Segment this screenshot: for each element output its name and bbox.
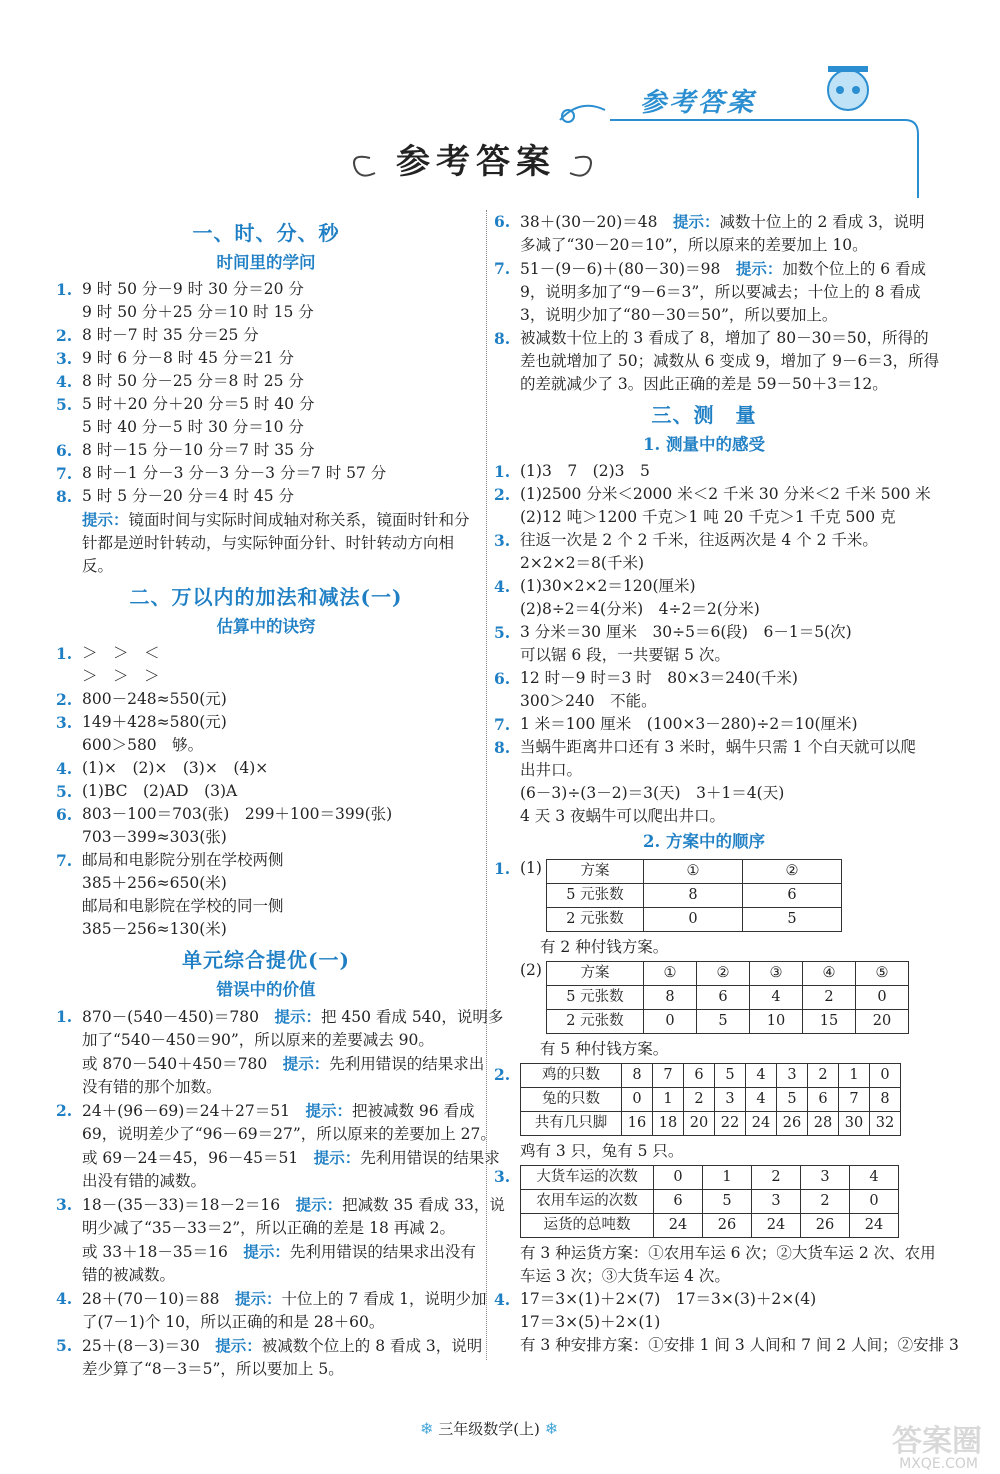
item-number: 2. bbox=[494, 1065, 511, 1084]
subsection-title: 估算中的诀窍 bbox=[216, 617, 316, 636]
table-cell: ① bbox=[643, 860, 742, 884]
list-item bbox=[56, 849, 476, 941]
table-cell: 28 bbox=[808, 1112, 839, 1136]
item-number: 2. bbox=[56, 690, 73, 709]
item-number: 1. bbox=[56, 280, 73, 299]
table-cell: 20 bbox=[855, 1010, 908, 1034]
item-number: 2. bbox=[56, 326, 73, 345]
list-item bbox=[56, 324, 476, 347]
chicken-rabbit-table bbox=[520, 1063, 901, 1136]
item-line: 当蜗牛距离井口还有 3 米时，蜗牛只需 1 个白天就可以爬 bbox=[520, 738, 916, 756]
item-line: 差也就增加了 50；减数从 6 变成 9，增加了 9－6＝3，所得 bbox=[520, 352, 940, 370]
tip-text: 把 450 看成 540，说明多 bbox=[320, 1008, 504, 1026]
equation: 28＋(70－10)＝88 bbox=[82, 1290, 235, 1308]
table-cell: 1 bbox=[703, 1166, 752, 1190]
table-note: 有 2 种付钱方案。 bbox=[540, 938, 669, 956]
answer-list bbox=[56, 642, 476, 941]
right-column bbox=[494, 210, 959, 1357]
table-cell: 24 bbox=[850, 1214, 899, 1238]
list-item bbox=[494, 621, 914, 667]
item-line bbox=[82, 1193, 505, 1217]
table-row bbox=[521, 1190, 899, 1214]
item-line: ＞ ＞ ＞ bbox=[82, 667, 160, 685]
item-line bbox=[82, 1052, 485, 1076]
equation: 51－(9－6)＋(80－30)＝98 bbox=[520, 260, 736, 278]
list-item bbox=[56, 688, 476, 711]
item-number: 5. bbox=[56, 782, 73, 801]
tip-text: 镜面时间与实际时间成轴对称关系，镜面时针和分针都是逆时针转动，与实际钟面分针、时针转动方向相反。 bbox=[82, 511, 470, 575]
item-number: 4. bbox=[494, 577, 511, 596]
equation: 或 870－540＋450＝780 bbox=[82, 1055, 283, 1073]
tip-text: 先利用错误的结果求出 bbox=[329, 1055, 485, 1073]
item-line: 可以锯 6 段，一共要锯 5 次。 bbox=[520, 646, 730, 664]
list-item bbox=[494, 1165, 936, 1288]
list-item bbox=[494, 327, 940, 396]
table-cell: 6 bbox=[684, 1064, 715, 1088]
item-line: 3，说明少加了“80－30＝50”，所以要加上。 bbox=[520, 306, 838, 324]
list-item bbox=[56, 1334, 483, 1381]
list-item bbox=[56, 485, 476, 508]
table-cell: 5 bbox=[777, 1088, 808, 1112]
tip-text: 加数个位上的 6 看成 bbox=[782, 260, 927, 278]
item-line: 明少减了“35－33＝2”，所以正确的差是 18 再减 2。 bbox=[82, 1219, 456, 1237]
tip-label: 提示： bbox=[673, 212, 720, 231]
subsection-title: 1. 测量中的感受 bbox=[643, 435, 765, 454]
table-cell: 0 bbox=[643, 908, 742, 932]
item-line: 往返一次是 2 个 2 千米，往返两次是 4 个 2 千米。 bbox=[520, 531, 878, 549]
section-title: 一、时、分、秒 bbox=[192, 221, 340, 245]
item-number: 3. bbox=[56, 1195, 73, 1214]
table-cell: 24 bbox=[752, 1214, 801, 1238]
tip-text: 减数十位上的 2 看成 3，说明 bbox=[719, 213, 925, 231]
table-cell: 26 bbox=[703, 1214, 752, 1238]
item-line: 出没有错的减数。 bbox=[82, 1172, 207, 1190]
table-cell: 2 元张数 bbox=[546, 1010, 643, 1034]
item-line: 8 时 50 分－25 分＝8 时 25 分 bbox=[82, 372, 304, 390]
table-cell: ② bbox=[696, 962, 749, 986]
subsection-title: 2. 方案中的顺序 bbox=[643, 832, 765, 851]
item-line: 9 时 6 分－8 时 45 分＝21 分 bbox=[82, 349, 295, 367]
table-cell: 24 bbox=[654, 1214, 703, 1238]
table-cell: 5 bbox=[703, 1190, 752, 1214]
table-cell: 方案 bbox=[546, 962, 643, 986]
subsection-title: 时间里的学问 bbox=[216, 253, 316, 272]
list-item bbox=[494, 460, 914, 483]
equation: 或 33＋18－35＝16 bbox=[82, 1243, 244, 1261]
tip-label: 提示： bbox=[235, 1289, 282, 1308]
table-cell: 4 bbox=[850, 1166, 899, 1190]
tip-label: 提示： bbox=[243, 1242, 290, 1261]
table-note bbox=[520, 1242, 936, 1288]
item-number: 1. bbox=[56, 1007, 73, 1026]
item-line: 了(7－1)个 10，所以正确的和是 28＋60。 bbox=[82, 1313, 385, 1331]
header-badge: 参考答案 bbox=[640, 88, 757, 118]
list-item bbox=[494, 857, 914, 1061]
tip-text: 十位上的 7 看成 1，说明少加 bbox=[281, 1290, 487, 1308]
item-line: 800－248≈550(元) bbox=[82, 690, 227, 708]
item-line: 385＋256≈650(米) bbox=[82, 874, 227, 892]
table-cell: 5 bbox=[696, 1010, 749, 1034]
item-line: 17＝3×(1)＋2×(7) 17＝3×(3)＋2×(4) bbox=[520, 1290, 817, 1308]
table-cell: 10 bbox=[749, 1010, 802, 1034]
list-item bbox=[494, 210, 925, 257]
answer-list bbox=[494, 210, 940, 396]
table-cell: 1 bbox=[839, 1064, 870, 1088]
equation: 18－(35－33)＝18－2＝16 bbox=[82, 1196, 296, 1214]
list-item bbox=[56, 347, 476, 370]
item-lines bbox=[520, 1288, 959, 1357]
equation: 870－(540－450)＝780 bbox=[82, 1008, 275, 1026]
item-number: 6. bbox=[494, 212, 511, 231]
table-cell: 26 bbox=[777, 1112, 808, 1136]
list-item bbox=[56, 803, 476, 849]
answer-list bbox=[56, 278, 476, 508]
page-title: 参考答案 bbox=[396, 142, 556, 182]
table-cell: 农用车运的次数 bbox=[521, 1190, 654, 1214]
item-number: 8. bbox=[56, 487, 73, 506]
table-cell: 8 bbox=[622, 1064, 653, 1088]
list-item bbox=[494, 736, 914, 828]
tip-text: 把减数 35 看成 33，说 bbox=[342, 1196, 505, 1214]
table-cell: 3 bbox=[777, 1064, 808, 1088]
section-title: 二、万以内的加法和减法(一) bbox=[129, 585, 403, 609]
item-line: 差少算了“8－3＝5”，所以要加上 5。 bbox=[82, 1360, 344, 1378]
item-line: 出井口。 bbox=[520, 761, 583, 779]
item-number: 7. bbox=[56, 464, 73, 483]
table-cell: 8 bbox=[870, 1088, 901, 1112]
table-row bbox=[521, 1166, 899, 1190]
table-cell: 0 bbox=[622, 1088, 653, 1112]
table-cell: 鸡的只数 bbox=[521, 1064, 622, 1088]
item-line: (1)× (2)× (3)× (4)× bbox=[82, 759, 269, 777]
table-cell: 18 bbox=[653, 1112, 684, 1136]
table-cell: 4 bbox=[746, 1064, 777, 1088]
tip-label: 提示： bbox=[82, 510, 129, 529]
equation: 24＋(96－69)＝24＋27＝51 bbox=[82, 1102, 306, 1120]
item-line: 9，说明多加了“9－6＝3”，所以要减去；十位上的 8 看成 bbox=[520, 283, 921, 301]
table-cell: 3 bbox=[752, 1190, 801, 1214]
item-number: 7. bbox=[494, 715, 511, 734]
tip-label: 提示： bbox=[274, 1007, 321, 1026]
item-line: 没有错的那个加数。 bbox=[82, 1078, 222, 1096]
item-number: 5. bbox=[494, 623, 511, 642]
table-cell: 0 bbox=[643, 1010, 696, 1034]
table-cell: 5 bbox=[742, 908, 841, 932]
table-row bbox=[521, 1064, 901, 1088]
table-cell: ② bbox=[742, 860, 841, 884]
tip-text: 先利用错误的结果求出没有 bbox=[289, 1243, 476, 1261]
table-cell: ④ bbox=[802, 962, 855, 986]
item-line: 5 时＋20 分＋20 分＝5 时 40 分 bbox=[82, 395, 315, 413]
tip-label: 提示： bbox=[305, 1101, 352, 1120]
table-cell: 16 bbox=[622, 1112, 653, 1136]
table-cell: 8 bbox=[643, 884, 742, 908]
item-line: (6－3)÷(3－2)＝3(天) 3＋1＝4(天) bbox=[520, 784, 785, 802]
list-item bbox=[56, 1099, 500, 1193]
tip-text: 把被减数 96 看成 bbox=[351, 1102, 475, 1120]
subsection-title: 错误中的价值 bbox=[216, 980, 316, 999]
truck-table bbox=[520, 1165, 899, 1238]
table-cell: ③ bbox=[749, 962, 802, 986]
table-note: 鸡有 3 只，兔有 5 只。 bbox=[520, 1142, 684, 1160]
snowflake-icon: ❄ bbox=[420, 1419, 434, 1438]
item-line: 有 3 种安排方案：①安排 1 间 3 人间和 7 间 2 人间；②安排 3 bbox=[520, 1336, 959, 1354]
list-item bbox=[494, 713, 914, 736]
item-line bbox=[82, 1334, 483, 1358]
table-row bbox=[546, 962, 908, 986]
item-line: 12 时－9 时＝3 时 80×3＝240(千米) bbox=[520, 669, 798, 687]
table-cell: 0 bbox=[855, 986, 908, 1010]
table-cell: 5 元张数 bbox=[546, 986, 643, 1010]
table-cell: 6 bbox=[696, 986, 749, 1010]
table-cell: 2 bbox=[808, 1064, 839, 1088]
table-row bbox=[546, 908, 841, 932]
table-cell: 2 bbox=[802, 986, 855, 1010]
list-item bbox=[56, 462, 476, 485]
item-line: 8 时－7 时 35 分＝25 分 bbox=[82, 326, 259, 344]
list-item bbox=[56, 1005, 504, 1099]
list-item bbox=[56, 393, 476, 439]
table-cell: 2 元张数 bbox=[546, 908, 643, 932]
item-line: 的差就减少了 3。因此正确的差是 59－50＋3＝12。 bbox=[520, 375, 888, 393]
item-number: 2. bbox=[494, 485, 511, 504]
table-cell: 0 bbox=[654, 1166, 703, 1190]
table-cell: 0 bbox=[870, 1064, 901, 1088]
item-line: (1)BC (2)AD (3)A bbox=[82, 782, 238, 800]
item-line: (1)3 7 (2)3 5 bbox=[520, 462, 650, 480]
list-item bbox=[494, 529, 914, 575]
sub-label: (1) bbox=[520, 859, 542, 877]
item-line: ＞ ＞ ＜ bbox=[82, 644, 160, 662]
item-line: 2×2×2＝8(千米) bbox=[520, 554, 645, 572]
table-row bbox=[521, 1214, 899, 1238]
item-line bbox=[82, 1287, 487, 1311]
list-item bbox=[494, 1063, 914, 1163]
snowflake-icon: ❄ bbox=[544, 1419, 559, 1438]
item-number: 3. bbox=[56, 713, 73, 732]
table-cell: 6 bbox=[742, 884, 841, 908]
item-line: 600＞580 够。 bbox=[82, 736, 204, 754]
watermark-logo: 答案圈 bbox=[892, 1424, 982, 1459]
item-line: 邮局和电影院在学校的同一侧 bbox=[82, 897, 284, 915]
item-number: 2. bbox=[56, 1101, 73, 1120]
item-line: 69，说明差少了“96－69＝27”，所以原来的差要加上 27。 bbox=[82, 1125, 496, 1143]
item-line: 3 分米＝30 厘米 30÷5＝6(段) 6－1＝5(次) bbox=[520, 623, 852, 641]
equation: 38＋(30－20)＝48 bbox=[520, 213, 673, 231]
table-cell: 20 bbox=[684, 1112, 715, 1136]
list-item bbox=[56, 1287, 487, 1334]
item-line: 邮局和电影院分别在学校两侧 bbox=[82, 851, 284, 869]
tip-label: 提示： bbox=[282, 1054, 330, 1073]
table-cell: 2 bbox=[684, 1088, 715, 1112]
item-number: 7. bbox=[56, 851, 73, 870]
table-cell: 3 bbox=[801, 1166, 850, 1190]
item-number: 6. bbox=[56, 805, 73, 824]
item-number: 6. bbox=[56, 441, 73, 460]
item-number: 6. bbox=[494, 669, 511, 688]
table-cell: 6 bbox=[808, 1088, 839, 1112]
item-line: 385－256≈130(米) bbox=[82, 920, 227, 938]
item-line bbox=[520, 327, 929, 350]
list-item bbox=[494, 1288, 959, 1357]
item-line: 8 时－1 分－3 分－3 分－3 分＝7 时 57 分 bbox=[82, 464, 387, 482]
table-cell: 5 bbox=[715, 1064, 746, 1088]
item-line: (1)30×2×2＝120(厘米) bbox=[520, 577, 696, 595]
list-item bbox=[56, 1193, 505, 1287]
item-number: 1. bbox=[494, 859, 511, 878]
watermark-url: MXQE.COM bbox=[899, 1456, 978, 1472]
item-number: 1. bbox=[56, 644, 73, 663]
tip-text: 被减数个位上的 8 看成 3，说明 bbox=[261, 1337, 483, 1355]
table-cell: 0 bbox=[850, 1190, 899, 1214]
item-line bbox=[82, 1146, 500, 1170]
list-item bbox=[494, 667, 914, 713]
table-row bbox=[546, 1010, 908, 1034]
item-line: 1 米＝100 厘米 (100×3－280)÷2＝10(厘米) bbox=[520, 715, 858, 733]
table-note: 有 5 种付钱方案。 bbox=[540, 1040, 669, 1058]
table-cell: 2 bbox=[801, 1190, 850, 1214]
answer-list bbox=[494, 460, 931, 828]
list-item bbox=[494, 483, 931, 529]
list-item bbox=[494, 575, 914, 621]
item-line: 149＋428≈580(元) bbox=[82, 713, 227, 731]
item-line bbox=[82, 1005, 504, 1029]
table-cell: 15 bbox=[802, 1010, 855, 1034]
item-line: 多减了“30－20＝10”，所以原来的差要加上 10。 bbox=[520, 236, 868, 254]
item-line bbox=[520, 257, 927, 281]
item-line bbox=[520, 210, 925, 234]
list-item bbox=[56, 370, 476, 393]
item-line bbox=[82, 1099, 476, 1123]
table-cell: 1 bbox=[653, 1088, 684, 1112]
answer-list bbox=[56, 1005, 505, 1381]
table-row bbox=[521, 1088, 901, 1112]
item-number: 5. bbox=[56, 395, 73, 414]
item-number: 3. bbox=[494, 1167, 511, 1186]
item-line bbox=[82, 1240, 476, 1264]
item-number: 4. bbox=[494, 1290, 511, 1309]
list-item bbox=[56, 278, 476, 324]
sub-label: (2) bbox=[520, 961, 542, 979]
table-cell: 7 bbox=[839, 1088, 870, 1112]
column-divider bbox=[486, 210, 487, 1360]
tip-label: 提示： bbox=[295, 1195, 343, 1214]
item-line: 5 时 40 分－5 时 30 分＝10 分 bbox=[82, 418, 304, 436]
table-cell: 26 bbox=[801, 1214, 850, 1238]
item-number: 1. bbox=[494, 462, 511, 481]
list-item bbox=[56, 711, 476, 757]
item-line: 8 时－15 分－10 分＝7 时 35 分 bbox=[82, 441, 315, 459]
table-row bbox=[521, 1112, 901, 1136]
table-cell: 兔的只数 bbox=[521, 1088, 622, 1112]
item-line: 703－399≈303(张) bbox=[82, 828, 227, 846]
table-cell: 2 bbox=[752, 1166, 801, 1190]
table-row bbox=[546, 884, 841, 908]
section-title: 三、测 量 bbox=[651, 403, 757, 427]
item-line: (2)8÷2＝4(分米) 4÷2＝2(分米) bbox=[520, 600, 760, 618]
footer-text: 三年级数学(上) bbox=[438, 1420, 540, 1438]
item-line: 错的被减数。 bbox=[82, 1266, 176, 1284]
table-cell: 3 bbox=[715, 1088, 746, 1112]
table-cell: 32 bbox=[870, 1112, 901, 1136]
item-line: 9 时 50 分－9 时 30 分＝20 分 bbox=[82, 280, 304, 298]
item-line: 有 3 种运货方案：①农用车运 6 次；②大货车运 2 次、农用 bbox=[520, 1244, 936, 1262]
table-cell: 方案 bbox=[546, 860, 643, 884]
list-item bbox=[56, 757, 476, 780]
table-cell: ⑤ bbox=[855, 962, 908, 986]
item-number: 4. bbox=[56, 1289, 73, 1308]
item-number: 4. bbox=[56, 372, 73, 391]
item-number: 8. bbox=[494, 329, 511, 348]
item-number: 5. bbox=[56, 1336, 73, 1355]
item-line: 9 时 50 分＋25 分＝10 时 15 分 bbox=[82, 303, 314, 321]
item-line: 17＝3×(5)＋2×(1) bbox=[520, 1313, 661, 1331]
payment-table-2 bbox=[546, 961, 909, 1034]
equation: 或 69－24＝45，96－45＝51 bbox=[82, 1149, 314, 1167]
item-line: 4 天 3 夜蜗牛可以爬出井口。 bbox=[520, 807, 726, 825]
item-number: 4. bbox=[56, 759, 73, 778]
table-cell: 6 bbox=[654, 1190, 703, 1214]
table-cell: 24 bbox=[746, 1112, 777, 1136]
tip-text: 先利用错误的结果求 bbox=[360, 1149, 500, 1167]
section-title: 单元综合提优(一) bbox=[182, 948, 350, 972]
tip-label: 提示： bbox=[735, 259, 783, 278]
table-cell: 大货车运的次数 bbox=[521, 1166, 654, 1190]
item-line: 803－100＝703(张) 299＋100＝399(张) bbox=[82, 805, 393, 823]
item-line: 车运 3 次；③大货车运 4 次。 bbox=[520, 1267, 730, 1285]
table-cell: 4 bbox=[746, 1088, 777, 1112]
left-column bbox=[56, 218, 505, 1381]
table-row bbox=[546, 860, 841, 884]
list-item bbox=[56, 780, 476, 803]
table-row bbox=[546, 986, 908, 1010]
table-cell: 22 bbox=[715, 1112, 746, 1136]
tip-label: 提示： bbox=[313, 1148, 361, 1167]
item-number: 8. bbox=[494, 738, 511, 757]
table-cell: 30 bbox=[839, 1112, 870, 1136]
item-number: 3. bbox=[56, 349, 73, 368]
table-cell: 8 bbox=[643, 986, 696, 1010]
item-line: 300＞240 不能。 bbox=[520, 692, 657, 710]
table-cell: 4 bbox=[749, 986, 802, 1010]
equation: 25＋(8－3)＝30 bbox=[82, 1337, 216, 1355]
item-number: 7. bbox=[494, 259, 511, 278]
table-cell: 7 bbox=[653, 1064, 684, 1088]
table-cell: 5 元张数 bbox=[546, 884, 643, 908]
equation: 被减数十位上的 3 看成了 8，增加了 80－30＝50，所得的 bbox=[520, 329, 929, 347]
item-number: 3. bbox=[494, 531, 511, 550]
item-line: (1)2500 分米＜2000 米＜2 千米 30 分米＜2 千米 500 米 bbox=[520, 485, 931, 503]
list-item bbox=[56, 642, 476, 688]
table-cell: ① bbox=[643, 962, 696, 986]
header-ornament bbox=[330, 58, 930, 208]
page-footer bbox=[420, 1418, 558, 1439]
table-cell: 运货的总吨数 bbox=[521, 1214, 654, 1238]
list-item bbox=[494, 257, 927, 327]
tip-block bbox=[56, 508, 476, 578]
item-line: 加了“540－450＝90”，所以原来的差要减去 90。 bbox=[82, 1031, 434, 1049]
item-line: 5 时 5 分－20 分＝4 时 45 分 bbox=[82, 487, 295, 505]
table-cell: 共有几只脚 bbox=[521, 1112, 622, 1136]
payment-table-1 bbox=[546, 859, 842, 932]
item-line: (2)12 吨＞1200 千克＞1 吨 20 千克＞1 千克 500 克 bbox=[520, 508, 896, 526]
tip-label: 提示： bbox=[215, 1336, 262, 1355]
list-item bbox=[56, 439, 476, 462]
